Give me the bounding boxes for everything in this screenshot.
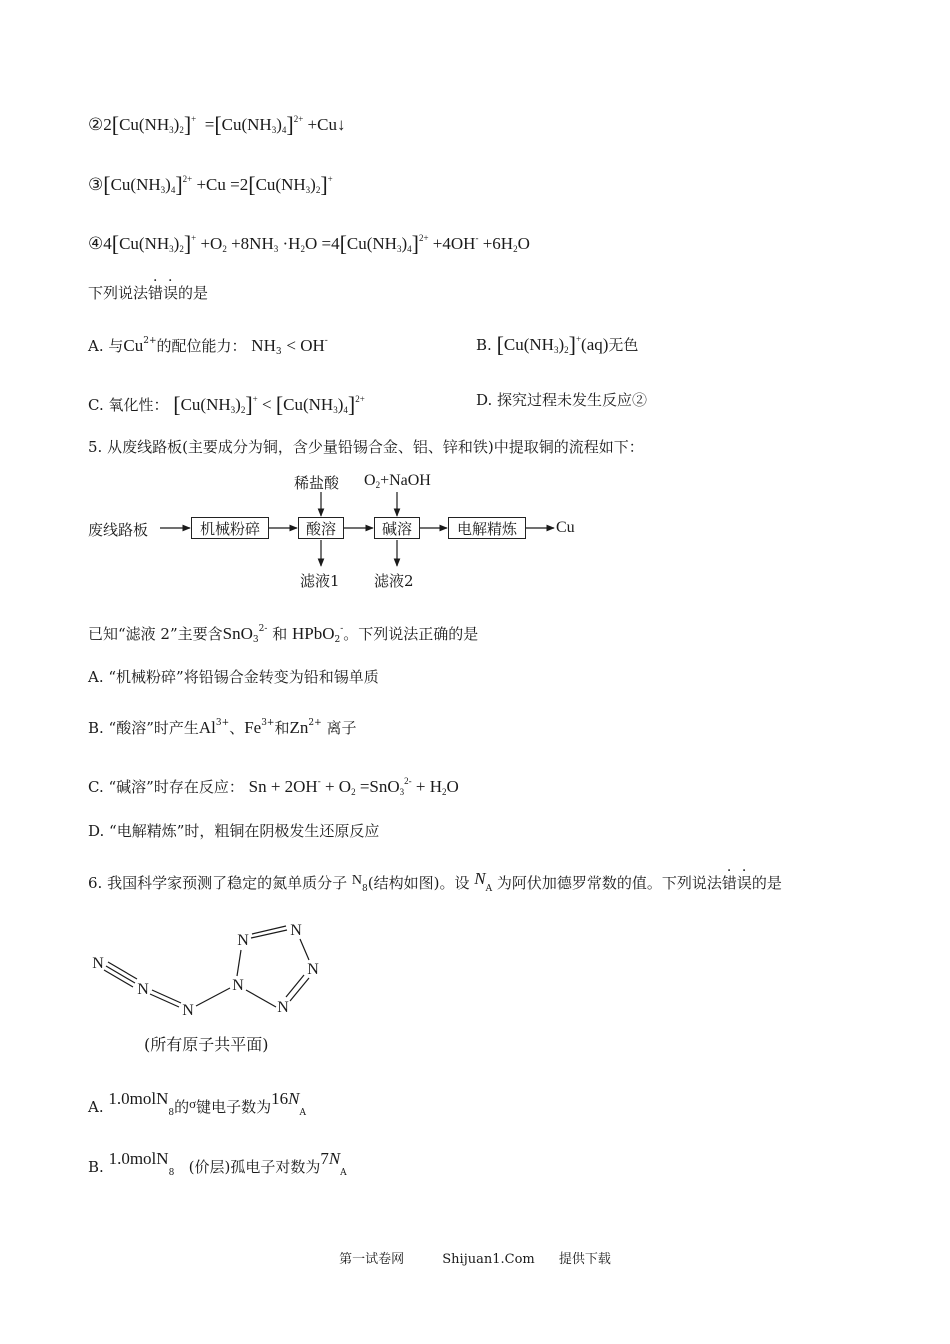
q5-option-a: A. “机械粉碎”将铅锡合金转变为铅和锡单质 xyxy=(88,668,379,686)
flow-reagent-o2-naoh: $O_2+NaOH$ xyxy=(364,472,431,490)
q5-stem: 5. 从废线路板(主要成分为铜，含少量铅锡合金、铝、锌和铁)中提取铜的流程如下： xyxy=(88,438,644,456)
reaction-4: $④4[Cu(NH_3)_2]^+ +O_2 +8NH_3 \cdot H_2O =4[Cu(NH_3)_4]^{2+} +4OH^- +6H_2O$ xyxy=(88,231,530,256)
q5-option-b: B. “酸溶”时产生$Al^{3+}$、$Fe^{3+}$和$Zn^{2+}$ 离子 xyxy=(88,718,357,737)
flow-filtrate-1: 滤液1 xyxy=(300,572,340,590)
flow-step-electrolysis: 电解精炼 xyxy=(448,517,526,539)
footer-tail: 提供下载 xyxy=(558,1252,611,1267)
footer-site-en[interactable]: Shijuan1.Com xyxy=(442,1252,535,1267)
q6-option-b: B. 1.0molN$_8$ (价层)孤电子对数为$7N_A$ xyxy=(88,1149,347,1178)
flow-step-acid: 酸溶 xyxy=(298,517,344,539)
q5-option-c: C. “碱溶”时存在反应： $Sn + 2OH^- + O_2 =SnO_3^{2-} + H_2O$ xyxy=(88,776,459,797)
atom-n2: N xyxy=(137,981,149,998)
q5-known: 已知“滤液 2”主要含SnO$_3^{2-}$ 和 HPbO$_2$-。下列说法正确的是 xyxy=(88,624,479,645)
flow-filtrate-2: 滤液2 xyxy=(374,572,414,590)
flow-end: Cu xyxy=(556,519,575,536)
footer-site-cn: 第一试卷网 xyxy=(339,1252,405,1267)
atom-n7: N xyxy=(307,961,319,978)
flow-start: 废线路板 xyxy=(88,521,149,539)
atom-n3: N xyxy=(182,1002,194,1019)
atom-n8: N xyxy=(277,999,289,1016)
reaction-3: $③[Cu(NH_3)_4]^{2+} +Cu =2[Cu(NH_3)_2]^+$ xyxy=(88,172,333,197)
page-footer xyxy=(0,1248,950,1267)
q4-option-d: D. 探究过程未发生反应② xyxy=(476,391,648,409)
atom-n1: N xyxy=(92,955,104,972)
flow-reagent-hcl: 稀盐酸 xyxy=(294,474,340,492)
q6-option-a: A. 1.0molN$_8$的σ键电子数为$16N_A$ xyxy=(88,1089,306,1118)
q5-option-d: D. “电解精炼”时，粗铜在阴极发生还原反应 xyxy=(88,822,380,840)
flow-arrows xyxy=(0,0,950,620)
atom-n4: N xyxy=(232,977,244,994)
flow-step-crush: 机械粉碎 xyxy=(191,517,269,539)
reaction-number: ④ xyxy=(88,234,104,253)
n8-structure xyxy=(80,910,340,1030)
flow-step-alkali: 碱溶 xyxy=(374,517,420,539)
atom-n6: N xyxy=(290,922,302,939)
atom-n5: N xyxy=(237,932,249,949)
q4-option-b: B. $[Cu(NH_3)_2]^+(aq)$无色 xyxy=(476,332,639,357)
reaction-number: ② xyxy=(88,115,104,134)
reaction-number: ③ xyxy=(88,175,104,194)
n8-caption: (所有原子共平面) xyxy=(144,1035,269,1054)
q6-stem: 6. 我国科学家预测了稳定的氮单质分子 $N_8$(结构如图)。设 $N_A$ 为阿伏加德罗常数的值。下列说法错误的是 xyxy=(88,869,782,894)
reaction-2: $②2[Cu(NH_3)_2]^+ =[Cu(NH_3)_4]^{2+}$ +Cu↓ xyxy=(88,112,346,137)
q4-stem: 下列说法错误的是 xyxy=(88,284,209,302)
q4-option-a: A. 与$Cu^{2+}$的配位能力： $NH_3 < OH^-$ xyxy=(88,336,328,357)
q4-option-c: C. 氧化性： $[Cu(NH_3)_2]^+ < [Cu(NH_3)_4]^{2+}$ xyxy=(88,392,365,417)
